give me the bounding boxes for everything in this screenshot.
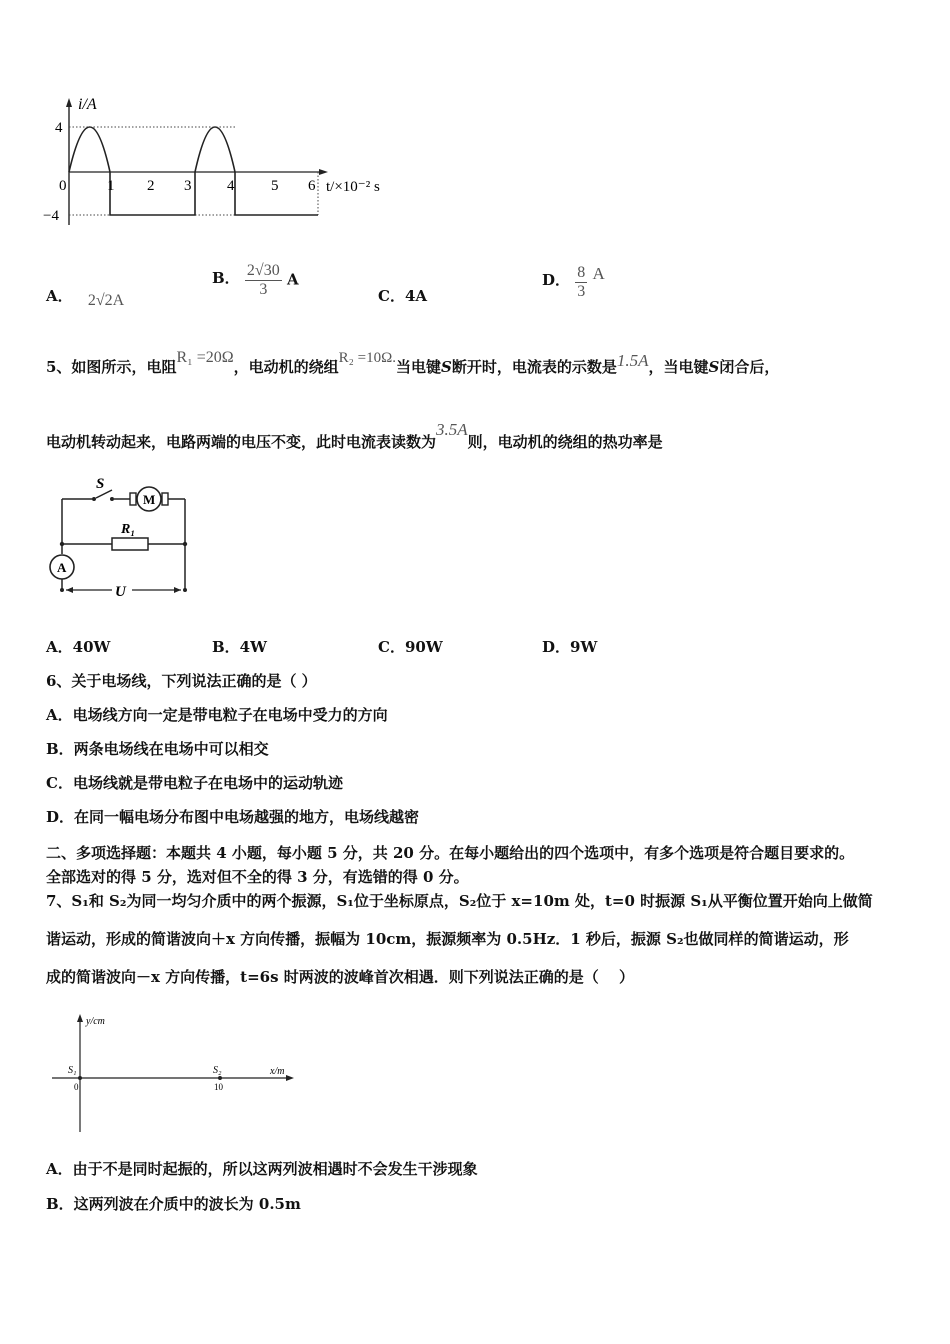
s1-label: S₁ [68,1065,77,1076]
q6-option-d[interactable]: D．在同一幅电场分布图中电场越强的地方，电场线越密 [46,808,420,826]
x-tick-4: 4 [227,178,235,194]
q4-option-c[interactable]: C．4A [378,287,428,305]
q5-option-a[interactable]: A．40W [46,638,111,656]
x-axis-label: x/m [270,1066,285,1077]
q7-stem-line2: 谐运动，形成的简谐波向＋x 方向传播，振幅为 10cm，振源频率为 0.5Hz．1 秒后，振源 S₂也做同样的简谐运动，形 [46,930,849,948]
q6-option-b[interactable]: B．两条电场线在电场中可以相交 [46,740,269,758]
sine-hump-2 [195,127,235,172]
q7-stem-line3: 成的简谐波向－x 方向传播，t=6s 时两波的波峰首次相遇．则下列说法正确的是（ ） [46,968,634,986]
motor-label: M [143,492,156,507]
q7-stem-line1: 7、S₁和 S₂为同一均匀介质中的两个振源，S₁位于坐标原点，S₂位于 x=10m 处，t=0 时振源 S₁从平衡位置开始向上做简 [46,892,873,910]
q5-r2: R₂ =10Ω. [338,350,396,366]
x-tick-5: 5 [271,178,279,194]
x-tick-1: 1 [107,178,115,194]
ammeter-label: A [57,560,67,575]
q4-option-b[interactable]: B． $\frac{2√30}{3}$ A [212,262,299,298]
q5-i2: 3.5A [436,420,468,439]
current-time-graph [40,95,420,235]
q5-stem-line2: 电动机转动起来，电路两端的电压不变，此时电流表读数为3.5A则，电动机的绕组的热功率是 [46,420,663,451]
y-tick-neg4: −4 [43,208,59,224]
voltage-label: U [115,584,126,600]
q5-i1: 1.5A [616,351,649,370]
y-axis-label: i/A [78,96,97,113]
s2-position-label: 10 [214,1082,223,1092]
q5-r1: R₁ =20Ω [176,349,234,366]
origin-label: 0 [74,1082,79,1092]
s2-label: S₂ [213,1065,222,1076]
q5-option-d[interactable]: D．9W [542,638,598,656]
sine-hump-1 [69,127,110,172]
q7-option-b[interactable]: B．这两列波在介质中的波长为 0.5m [46,1195,301,1213]
q5-option-c[interactable]: C．90W [378,638,443,656]
q4-option-d[interactable]: D． $\frac{8}{3}$ A [542,263,605,300]
q4-option-a-value: 2√2A [87,292,125,309]
q6-option-c[interactable]: C．电场线就是带电粒子在电场中的运动轨迹 [46,774,343,792]
x-tick-2: 2 [147,178,155,194]
q5-option-b[interactable]: B．4W [212,638,267,656]
q4-option-b-fraction: $\frac{2√30}{3}$ [246,262,280,298]
x-tick-6: 6 [308,178,316,194]
q6-option-a[interactable]: A．电场线方向一定是带电粒子在电场中受力的方向 [46,706,388,724]
q4-option-d-fraction: $\frac{8}{3}$ [577,264,586,300]
section2-heading-line2: 全部选对的得 5 分，选对但不全的得 3 分，有选错的得 0 分。 [46,868,469,886]
s2-point [218,1076,222,1080]
s1-point [78,1076,82,1080]
circuit-diagram [42,474,197,604]
q6-stem: 6、关于电场线，下列说法正确的是（ ） [46,672,317,690]
q7-option-a[interactable]: A．由于不是同时起振的，所以这两列波相遇时不会发生干涉现象 [46,1160,478,1178]
wave-axis-graph [50,1010,300,1140]
resistor-label: R₁ [121,522,136,537]
x-tick-3: 3 [184,178,192,194]
q5-stem-line1: 5、如图所示，电阻R₁ =20Ω，电动机的绕组R₂ =10Ω.当电键S断开时，电流表的示数是1.5A，当电键S闭合后， [46,349,780,376]
y-axis-label: y/cm [86,1016,105,1027]
q4-option-a[interactable]: A． 2√2A [46,287,125,309]
switch-label: S [96,476,105,492]
x-tick-0: 0 [59,178,67,194]
section2-heading-line1: 二、多项选择题：本题共 4 小题，每小题 5 分，共 20 分。在每小题给出的四个选项中，有多个选项是符合题目要求的。 [46,844,855,862]
x-axis-label: t/×10⁻² s [326,179,380,195]
y-tick-4: 4 [55,120,63,136]
